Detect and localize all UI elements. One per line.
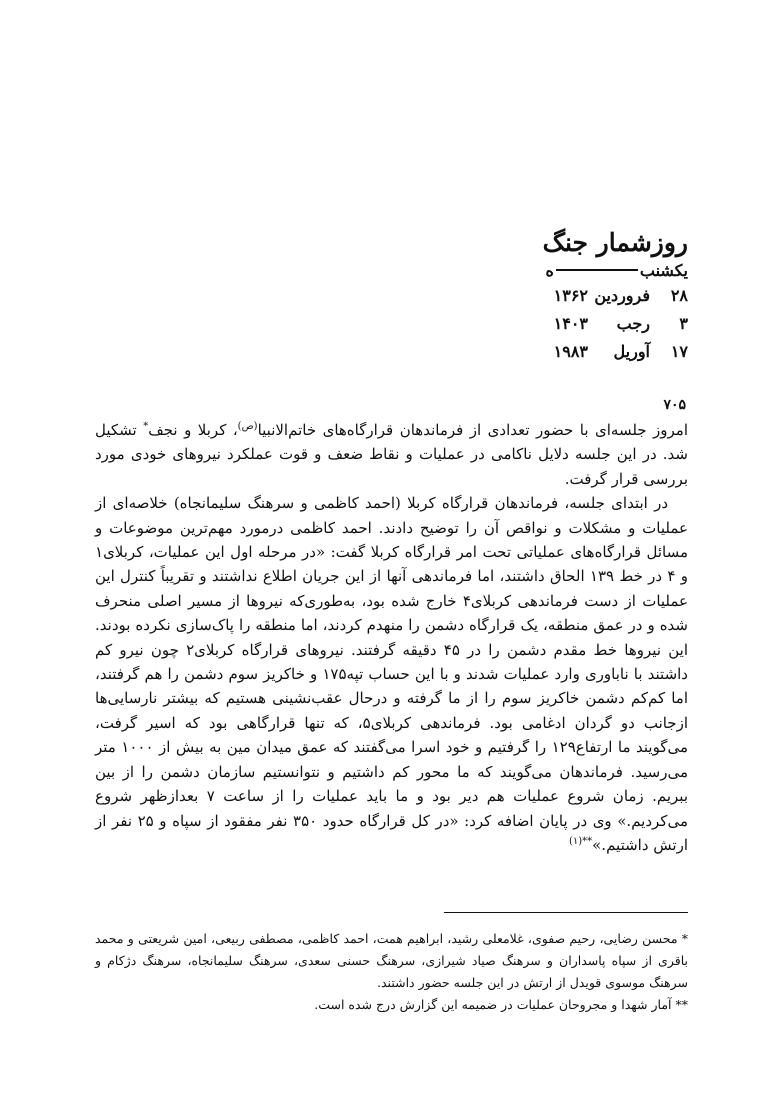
paragraph-report: در ابتدای جلسه، فرماندهان قرارگاه کربلا (احمد کاظمی و سرهنگ سلیمانجاه) خلاصه‌ای از عملیات و مشکلات و نواقص آن را توضیح دادند. احمد کاظمی درمورد مهم‌ترین موضوعات و مسائل قرارگاه‌های عملیاتی تحت امر قرارگاه کربلا گفت: «در مرحله اول این عملیات، کربلای۱ و ۴ در خط ۱۳۹ الحاق داشتند، اما فرماندهی آنها از این جریان اطلاع نداشتند و تقریباً کنترل این عملیات از دست فرماندهی کربلای۴ خارج شده بود، به‌طوری‌که نیروها از مسیر اصلی منحرف شده و در عمق منطقه، یک قرارگاه دشمن را منهدم کردند، اما منطقه را پاک‌سازی نکرده بودند. این نیروها خط مقدم دشمن را در ۴۵ دقیقه گرفتند. نیروهای قرارگاه کربلای۲ چون نیرو کم داشتند با ناباوری وارد عملیات شدند و با این حساب تپه۱۷۵ و خاکریز سوم دشمن را هم گرفتند، اما کم‌کم دشمن خاکریز سوم را از ما گرفته و درحال عقب‌نشینی هستیم که بیشتر نارسایی‌ها ازجانب دو گردان ادغامی بود. فرماندهی کربلای۵، که تنها قرارگاهی بود که اسیر گرفت، می‌گویند ما ارتفاع۱۲۹ را گرفتیم و خود اسرا می‌گفتند که عمق میدان مین به بیش از ۱۰۰۰ متر می‌رسید. فرماندهان می‌گویند که ما محور کم داشتیم و نتوانستیم سازمان دشمن را از بین ببریم. زمان شروع عملیات هم دیر بود و ما باید عملیات را از ساعت ۷ بعدازظهر شروع می‌کردیم.» وی در پایان اضافه کرد: «در کل قرارگاه حدود ۳۵۰ نفر مفقود از سپاه و ۲۵ نفر از ارتش داشتیم.»$^{**(۱)}$ xyxy=(95,494,688,854)
entry-body xyxy=(95,418,688,857)
entry-number: ۷۰۵ xyxy=(663,397,686,413)
weekday-start: یکشنب xyxy=(639,261,688,280)
date-month: رجب xyxy=(616,314,650,333)
date-year: ۱۹۸۳ xyxy=(553,342,588,361)
salawat-superscript: (ص) xyxy=(237,421,258,432)
date-solar xyxy=(388,282,688,310)
date-month: فروردین xyxy=(594,286,650,305)
date-year: ۱۴۰۳ xyxy=(553,314,588,333)
weekday-kashida xyxy=(556,269,638,271)
chronicle-header xyxy=(388,226,688,366)
date-day: ۳ xyxy=(679,314,688,333)
weekday-end: ه xyxy=(545,261,554,280)
date-day: ۱۷ xyxy=(670,342,688,361)
footnote-marker: **(۱) xyxy=(568,835,593,847)
footnote-divider xyxy=(444,912,688,913)
footnote: * محسن رضایی، رحیم صفوی، غلامعلی رشید، ابراهیم همت، احمد کاظمی، مصطفی ربیعی، امین شریعتی و محمد باقری از سپاه پاسداران و سرهنگ صیاد شیرازی، سرهنگ حسنی سعدی، سرهنگ سلیمانجاه، سرهنگ دژکام و سرهنگ موسوی قویدل از ارتش در این جلسه حضور داشتند. xyxy=(95,931,688,990)
date-month: آوریل xyxy=(613,342,650,361)
footnotes xyxy=(95,928,688,1016)
paragraph-intro: امروز جلسه‌ای با حضور تعدادی از فرماندهان قرارگاه‌های خاتم‌الانبیا$^{(ص)}$، کربلا و نجف* تشکیل شد. در این جلسه دلایل ناکامی در عملیات و نقاط ضعف و قوت عملکرد نیروهای خودی مورد بررسی قرار گرفت. xyxy=(95,421,689,488)
weekday xyxy=(388,260,688,282)
date-gregorian xyxy=(388,338,688,366)
footnote-marker: * xyxy=(143,421,149,432)
date-lunar xyxy=(388,310,688,338)
footnote: ** آمار شهدا و مجروحان عملیات در ضمیمه این گزارش درج شده است. xyxy=(314,997,688,1012)
date-day: ۲۸ xyxy=(670,286,688,305)
date-year: ۱۳۶۲ xyxy=(553,286,588,305)
page-title: روزشمار جنگ xyxy=(542,228,688,257)
